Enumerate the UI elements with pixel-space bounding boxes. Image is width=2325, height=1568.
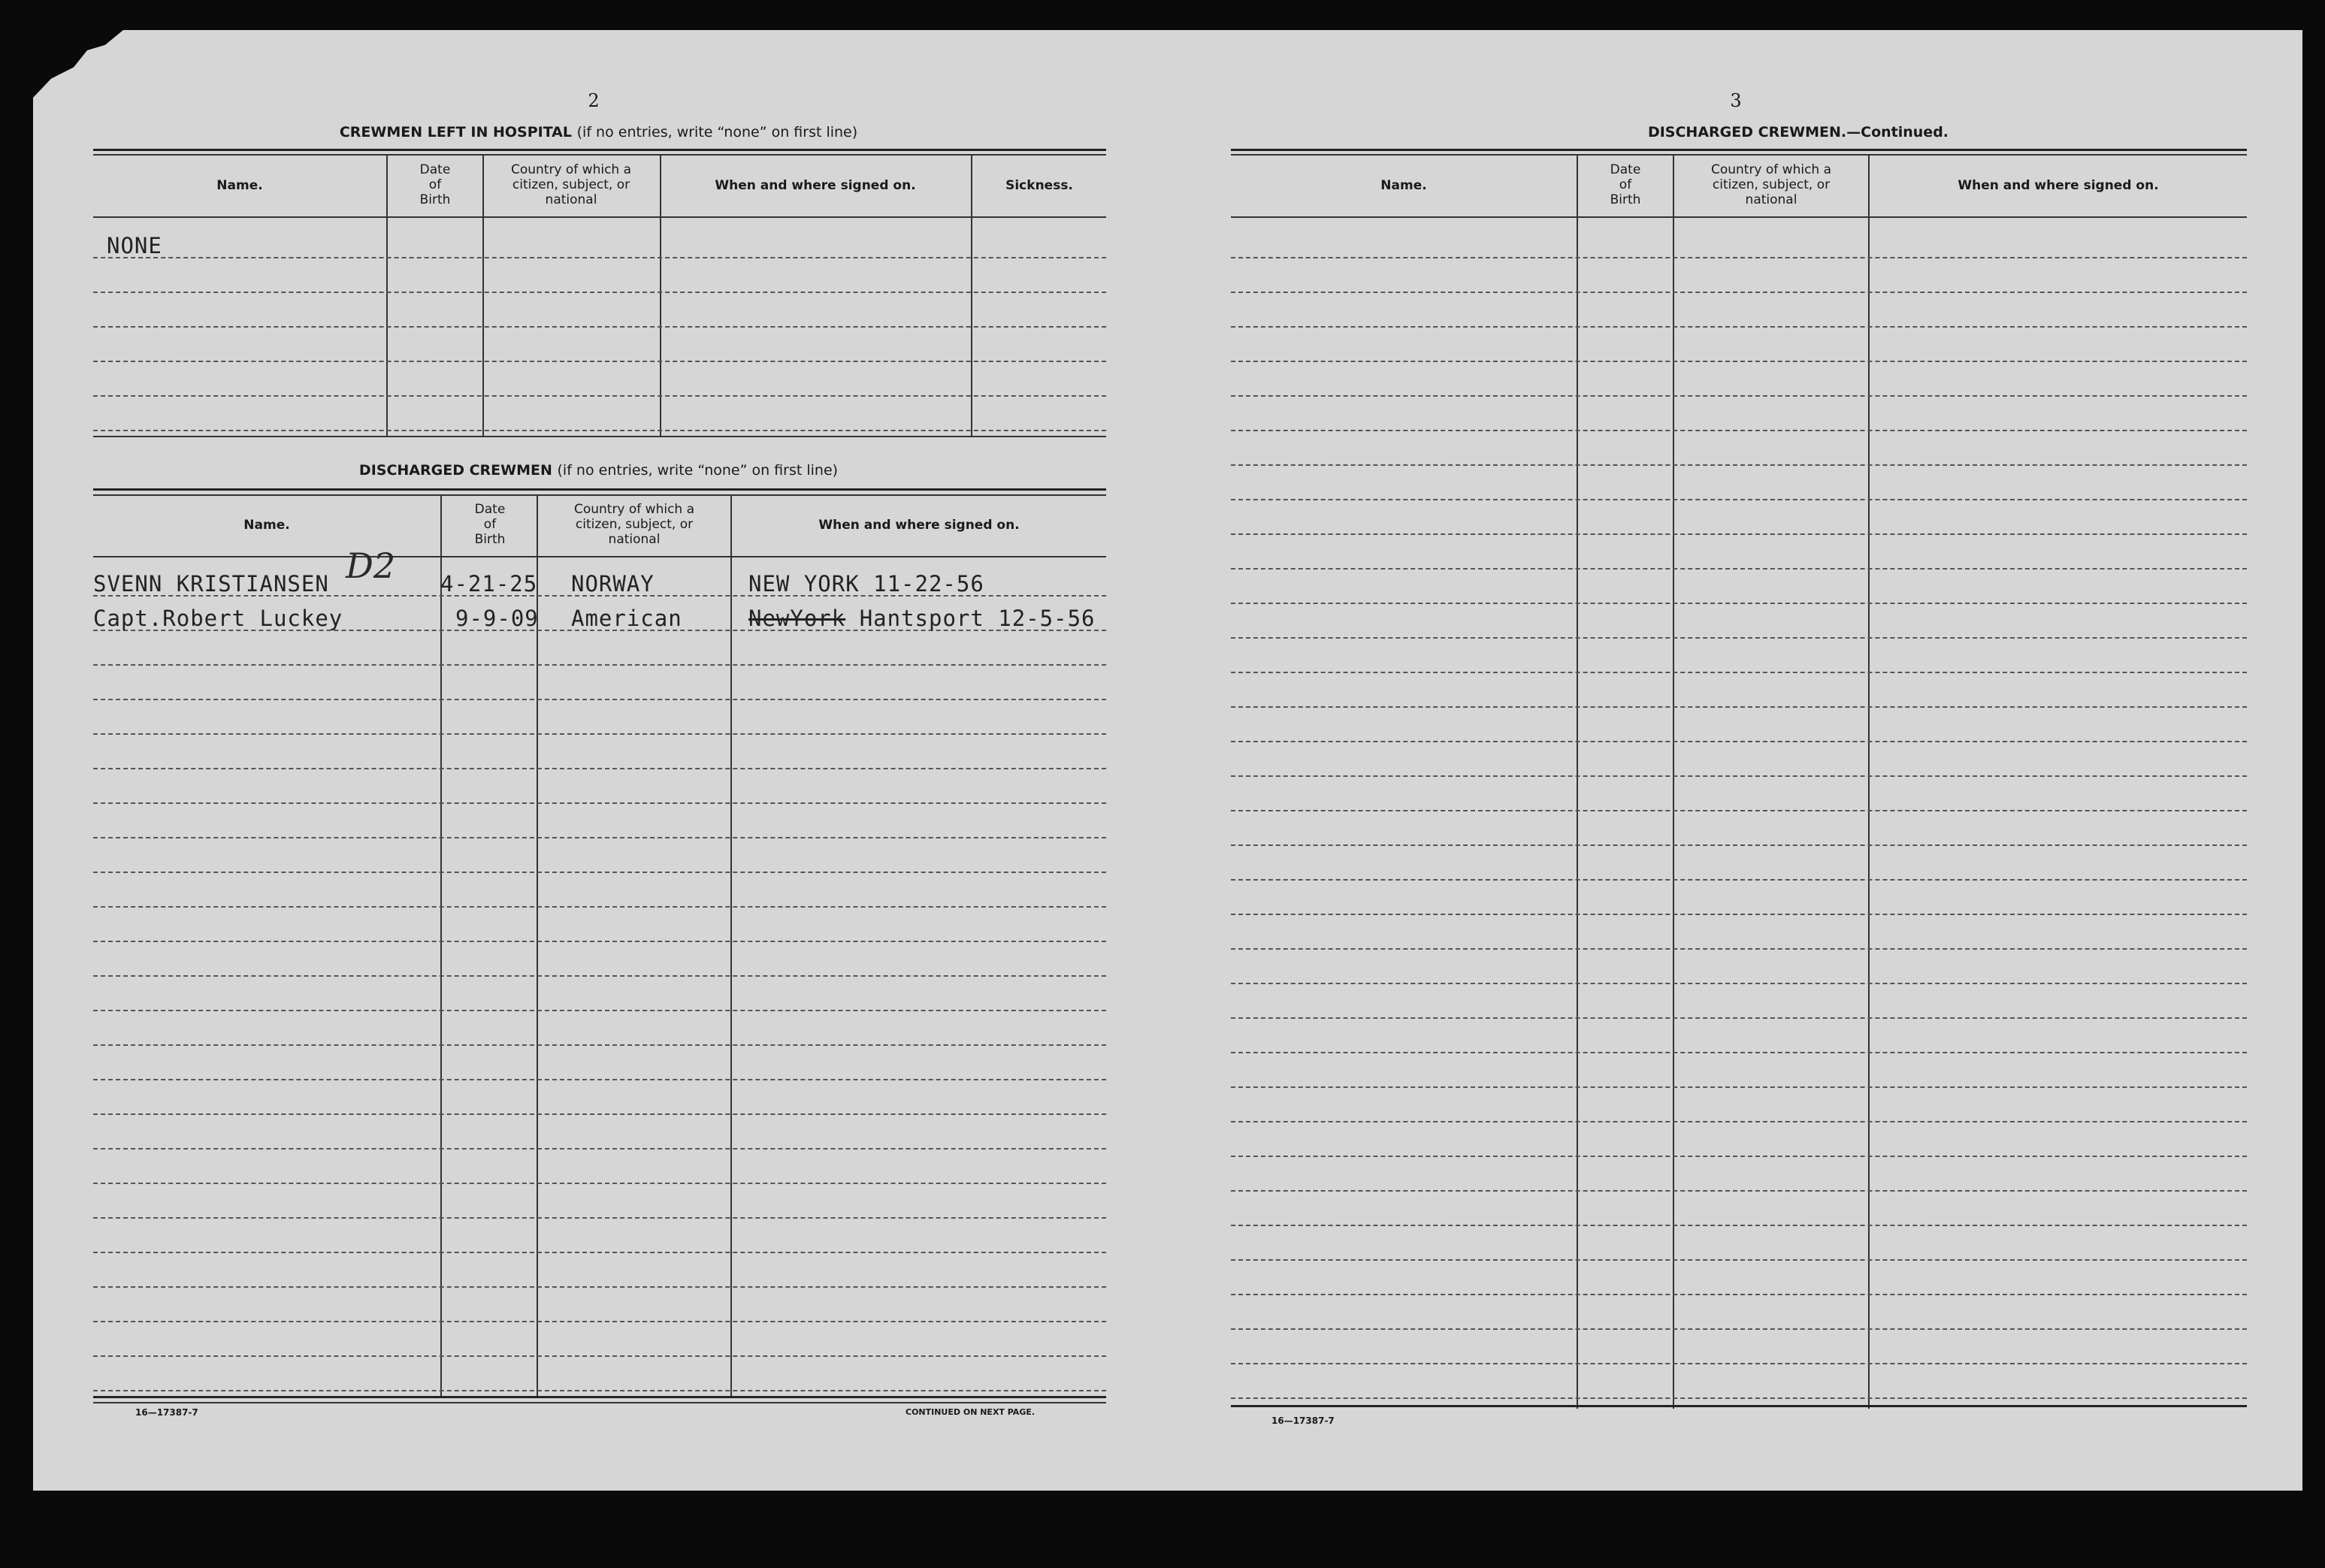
right-header-country: Country of which a citizen, subject, or national [1710, 162, 1832, 207]
discharged-entry-name: Capt.Robert Luckey [93, 606, 343, 631]
handwritten-annotation: D2 [346, 545, 396, 586]
right-col-divider-3 [1868, 154, 1870, 1409]
discharged-entry-name: SVENN KRISTIANSEN [93, 571, 329, 597]
discharged-title-note: (if no entries, write “none” on first line) [557, 462, 839, 479]
hospital-row-line [93, 430, 1106, 431]
hospital-title-bold: CREWMEN LEFT IN HOSPITAL [339, 124, 572, 140]
discharged-entry-dob: 9-9-09 [455, 606, 539, 631]
hospital-col-divider-4 [971, 154, 972, 436]
form-number-right: 16—17387-7 [1271, 1415, 1335, 1426]
discharged-entry-when-where: NEW YORK 11-22-56 [748, 571, 984, 597]
right-section-title [1231, 124, 2245, 140]
hospital-col-divider-3 [660, 154, 661, 436]
discharged-top-rule-2 [93, 494, 1106, 496]
hospital-header-dob: Date of Birth [419, 162, 451, 207]
hospital-entry-name: NONE [107, 233, 162, 258]
form-number-left: 16—17387-7 [135, 1407, 198, 1418]
continued-note: CONTINUED ON NEXT PAGE. [906, 1407, 1036, 1417]
right-title-bold: DISCHARGED CREWMEN. [1647, 124, 1847, 140]
discharged-header-when-where: When and where signed on. [818, 518, 1020, 533]
discharged-header-rule [93, 556, 1106, 557]
hospital-top-rule-2 [93, 154, 1106, 156]
discharged-section-title [93, 462, 1104, 479]
discharged-entry-country: NORWAY [571, 571, 655, 597]
page-number-right: 3 [1730, 90, 1742, 111]
hospital-header-when-where: When and where signed on. [715, 178, 916, 193]
discharged-header-country: Country of which a citizen, subject, or national [573, 502, 695, 547]
hospital-col-divider-2 [482, 154, 484, 436]
hospital-section-title [93, 124, 1104, 140]
hospital-top-rule [93, 149, 1106, 151]
hospital-bottom-rule [93, 436, 1106, 437]
discharged-header-dob: Date of Birth [474, 502, 506, 547]
right-header-when-where: When and where signed on. [1958, 178, 2159, 193]
struck-out-text: NewYork [748, 606, 846, 631]
hospital-row-line [93, 326, 1106, 328]
right-bottom-rule [1231, 1405, 2247, 1407]
document-sheet [33, 30, 2302, 1491]
hospital-row-line [93, 292, 1106, 293]
hospital-row-line [93, 395, 1106, 397]
hospital-row-line [93, 361, 1106, 362]
right-top-rule [1231, 149, 2247, 151]
hospital-title-note: (if no entries, write “none” on first line) [576, 124, 858, 140]
right-title-note: —Continued. [1846, 124, 1949, 140]
right-col-divider-1 [1577, 154, 1578, 1409]
hospital-row-line [93, 257, 1106, 258]
page-number-left: 2 [588, 90, 600, 111]
right-header-name: Name. [1380, 178, 1427, 193]
hospital-col-divider-1 [386, 154, 388, 436]
hospital-header-country: Country of which a citizen, subject, or national [510, 162, 632, 207]
right-top-rule-2 [1231, 154, 2247, 156]
right-header-dob: Date of Birth [1610, 162, 1641, 207]
when-where-text: Hantsport 12-5-56 [859, 606, 1096, 631]
right-col-divider-2 [1673, 154, 1674, 1409]
discharged-title-bold: DISCHARGED CREWMEN [358, 462, 552, 479]
discharged-header-name: Name. [243, 518, 290, 533]
hospital-header-name: Name. [216, 178, 263, 193]
hospital-header-rule [93, 216, 1106, 218]
discharged-bottom-rule [93, 1396, 1106, 1398]
discharged-top-rule [93, 488, 1106, 491]
discharged-bottom-rule-2 [93, 1402, 1106, 1403]
discharged-entry-when-where [748, 606, 1096, 631]
hospital-header-sickness: Sickness. [1005, 178, 1073, 193]
discharged-entry-dob: 4-21-25 [440, 571, 538, 597]
right-header-rule [1231, 216, 2247, 218]
discharged-entry-country: American [571, 606, 682, 631]
